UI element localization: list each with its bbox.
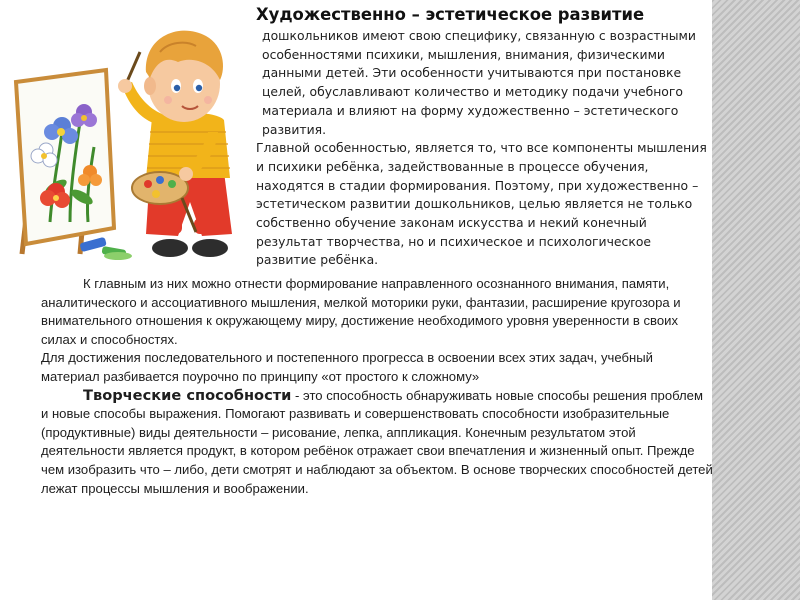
creative-definition: - это способность обнаруживать новые способы решения проблем и новые способы выражения. Помогают развивать и совершенствовать способности изобразительные (продуктивные) виды деятельности – рисование, лепка, аппликация. Конечным результатом этой деятельности является продукт, в котором ребёнок отражает свои впечатления и жизненный опыт. Прежде чем изобразить что – либо, дети смотрят и наблюдают за объектом. В основе творческих способностей детей лежат процессы мышления и воображении.	[41, 387, 713, 496]
progress-paragraph: Для достижения последовательного и постепенного прогресса в освоении всех этих задач, учебный материал разбивается поурочно по принципу «от простого к сложному»	[41, 350, 653, 384]
child-figure	[118, 31, 232, 257]
intro-text-block	[256, 27, 712, 270]
easel	[16, 70, 114, 254]
main-text-block	[41, 275, 713, 498]
decorative-side-stripe	[712, 0, 800, 600]
feature-paragraph: Главной особенностью, является то, что все компоненты мышления и психики ребёнка, задействованные в процессе обучения, находятся в стадии формирования. Поэтому, при художественно – эстетическом развитии дошкольников, целью является не только собственно обучение законам искусства и некий конечный результат творчества, но и психическое и психологическое развитие ребёнка.	[256, 140, 707, 268]
main-tasks-paragraph: К главным из них можно отнести формирование направленного осознанного внимания, памяти, аналитического и ассоциативного мышления, мелкой моторики руки, фантазии, расширение кругозора и внимательного отношения к окружающему миру, достижение необходимого уровня уверенности в своих силах и способностях.	[41, 276, 681, 347]
page-title: Художественно – эстетическое развитие	[256, 5, 645, 24]
paint-tubes	[79, 237, 132, 260]
creative-abilities-paragraph	[41, 387, 713, 499]
intro-paragraph: дошкольников имеют свою специфику, связанную с возрастными особенностями психики, мышления, внимания, физическими данными детей. Эти особенности учитываются при постановке целей, обуславливают количество и методику подачи учебного материала и влияют на форму художественно – эстетического развития.	[262, 28, 696, 137]
child-painter-illustration	[10, 22, 250, 262]
creative-term: Творческие способности	[83, 386, 292, 404]
